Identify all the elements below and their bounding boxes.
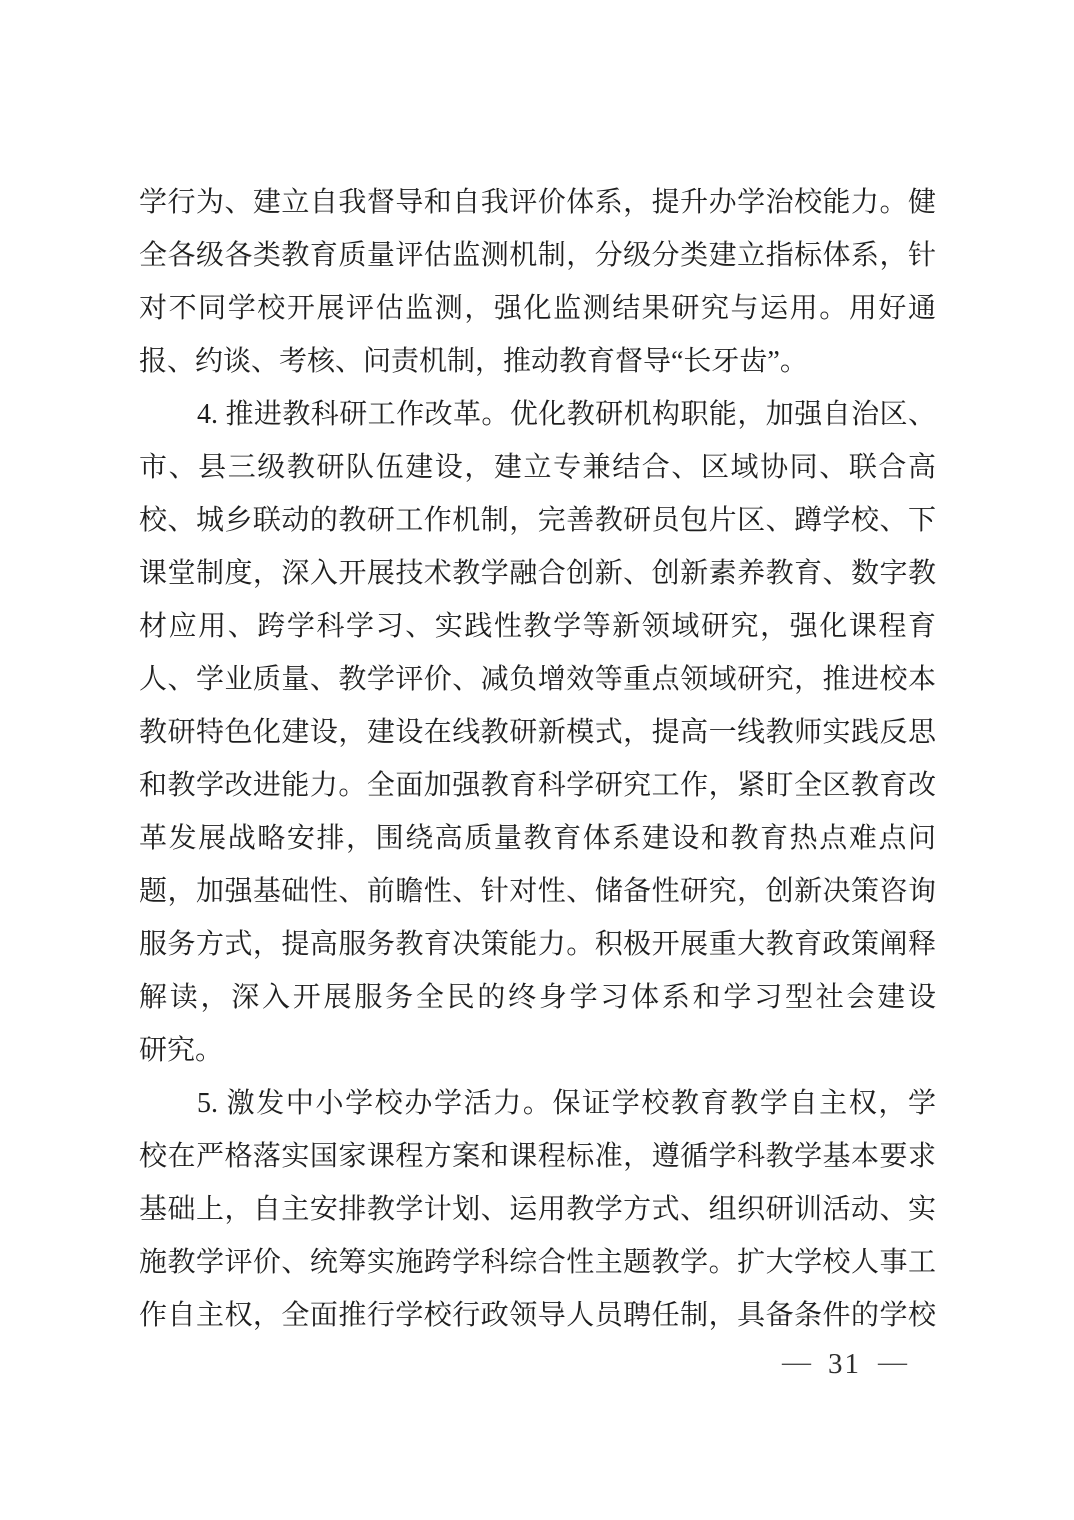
text-line: 全各级各类教育质量评估监测机制，分级分类建立指标体系，针: [139, 240, 936, 271]
text-line: 题，加强基础性、前瞻性、针对性、储备性研究，创新决策咨询: [139, 876, 936, 907]
footer-dash-left: —: [782, 1346, 811, 1378]
footer-dash-right: —: [878, 1346, 907, 1378]
text-line: 革发展战略安排，围绕高质量教育体系建设和教育热点难点问: [139, 823, 936, 854]
text-line: 市、县三级教研队伍建设，建立专兼结合、区域协同、联合高: [139, 452, 936, 483]
text-line: 校、城乡联动的教研工作机制，完善教研员包片区、蹲学校、下: [139, 505, 936, 536]
text-line: 学行为、建立自我督导和自我评价体系，提升办学治校能力。健: [139, 187, 936, 218]
text-line: 研究。: [139, 1035, 224, 1066]
text-line: 作自主权，全面推行学校行政领导人员聘任制，具备条件的学校: [139, 1300, 936, 1331]
text-line-paragraph-5-start: 5. 激发中小学校办学活力。保证学校教育教学自主权，学: [197, 1088, 936, 1119]
text-line: 校在严格落实国家课程方案和课程标准，遵循学科教学基本要求: [139, 1141, 936, 1172]
page-number-footer: [782, 1344, 907, 1384]
text-line: 材应用、跨学科学习、实践性教学等新领域研究，强化课程育: [139, 611, 936, 642]
text-line: 对不同学校开展评估监测，强化监测结果研究与运用。用好通: [139, 293, 936, 324]
text-line: 人、学业质量、教学评价、减负增效等重点领域研究，推进校本: [139, 664, 936, 695]
text-line: 解读，深入开展服务全民的终身学习体系和学习型社会建设: [139, 982, 936, 1013]
text-line: 教研特色化建设，建设在线教研新模式，提高一线教师实践反思: [139, 717, 936, 748]
text-line: 基础上，自主安排教学计划、运用教学方式、组织研训活动、实: [139, 1194, 936, 1225]
text-line: 服务方式，提高服务教育决策能力。积极开展重大教育政策阐释: [139, 929, 936, 960]
text-line: 课堂制度，深入开展技术教学融合创新、创新素养教育、数字教: [139, 558, 936, 589]
text-line: 报、约谈、考核、问责机制，推动教育督导“长牙齿”。: [139, 346, 808, 377]
footer-page-number: 31: [828, 1348, 861, 1380]
text-line: 和教学改进能力。全面加强教育科学研究工作，紧盯全区教育改: [139, 770, 936, 801]
body-text: [139, 176, 936, 1342]
text-line: 施教学评价、统筹实施跨学科综合性主题教学。扩大学校人事工: [139, 1247, 936, 1278]
text-line-paragraph-4-start: 4. 推进教科研工作改革。优化教研机构职能，加强自治区、: [197, 399, 936, 430]
